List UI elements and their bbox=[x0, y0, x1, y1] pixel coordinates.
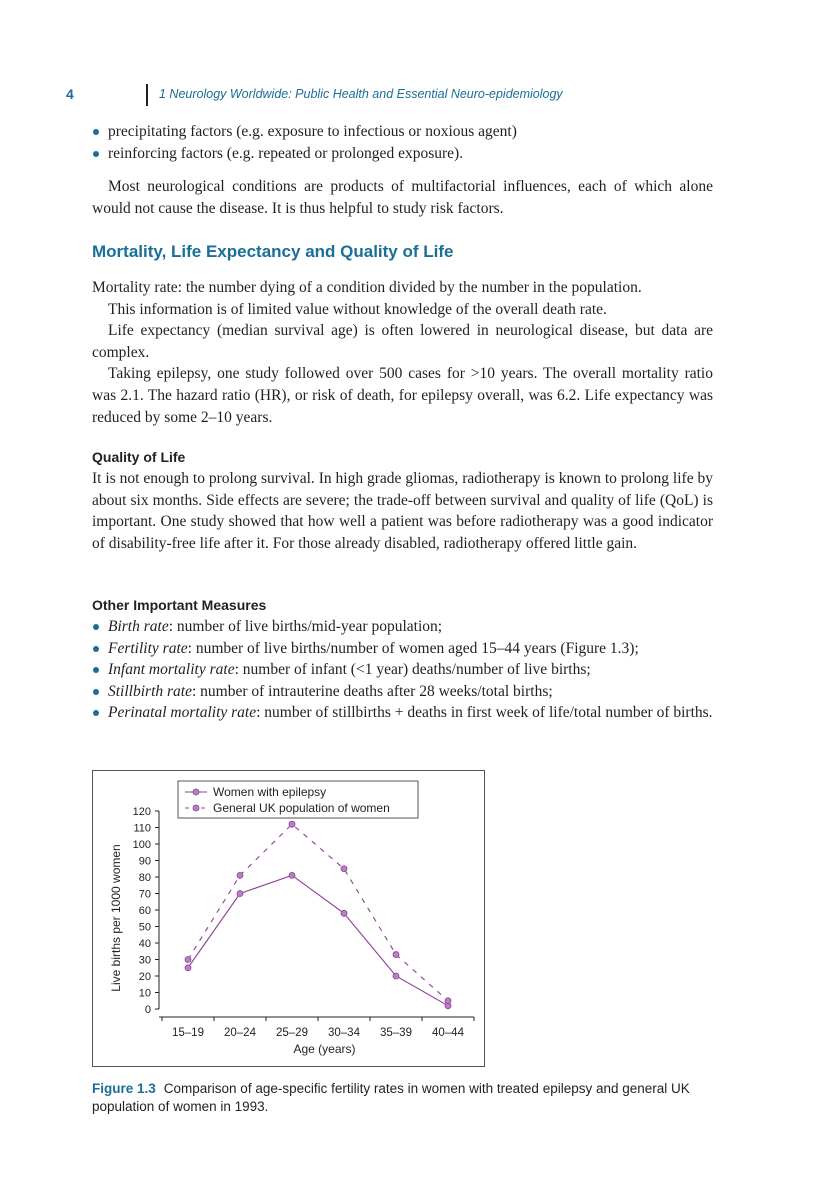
y-tick-label: 0 bbox=[144, 1004, 151, 1016]
legend-marker-1 bbox=[193, 789, 199, 795]
y-tick-label: 90 bbox=[138, 855, 151, 868]
data-point bbox=[289, 821, 295, 827]
y-tick-label: 20 bbox=[138, 971, 151, 983]
fertility-rate-chart bbox=[93, 771, 484, 1066]
intro-paragraph: Most neurological conditions are products of multifactorial influences, each of which alone would not cause the disease. It is thus helpful to study risk factors. bbox=[92, 178, 713, 217]
data-point bbox=[289, 872, 295, 878]
x-tick-label: 35–39 bbox=[380, 1027, 412, 1039]
legend-label-2: General UK population of women bbox=[213, 801, 390, 815]
mortality-section-body bbox=[92, 277, 713, 428]
y-tick-label: 70 bbox=[138, 888, 151, 901]
figure-frame bbox=[92, 770, 485, 1067]
legend-marker-2 bbox=[193, 805, 199, 811]
x-tick-label: 20–24 bbox=[224, 1027, 256, 1039]
y-tick-label: 40 bbox=[138, 938, 151, 950]
bullet-icon bbox=[93, 129, 99, 135]
y-tick-label: 120 bbox=[132, 806, 151, 818]
section-heading: Mortality, Life Expectancy and Quality of Life bbox=[92, 242, 454, 261]
figure-caption-text: Comparison of age-specific fertility rates in women with treated epilepsy and general UK population of women in 1993. bbox=[92, 1081, 690, 1114]
bullet-icon bbox=[93, 689, 99, 695]
mortality-paragraph-4: Taking epilepsy, one study followed over 500 cases for >10 years. The overall mortality ratio was 2.1. The hazard ratio (HR), or risk of death, for epilepsy overall, was 6.2. Life expectancy was reduced by some 2–10 years. bbox=[92, 365, 713, 426]
figure-caption-label: Figure 1.3 bbox=[92, 1081, 156, 1096]
x-tick-label: 40–44 bbox=[432, 1027, 464, 1039]
data-point bbox=[341, 866, 347, 872]
list-item: Stillbirth rate: number of intrauterine deaths after 28 weeks/total births; bbox=[92, 681, 713, 703]
running-head bbox=[66, 84, 766, 106]
data-point bbox=[237, 872, 243, 878]
mortality-paragraph-2: This information is of limited value without knowledge of the overall death rate. bbox=[108, 300, 607, 318]
bullet-icon bbox=[93, 646, 99, 652]
x-tick-label: 25–29 bbox=[276, 1027, 308, 1039]
y-tick-label: 50 bbox=[138, 921, 151, 934]
x-axis-label: Age (years) bbox=[293, 1042, 356, 1056]
running-head-title: 1 Neurology Worldwide: Public Health and Essential Neuro-epidemiology bbox=[159, 87, 563, 101]
bullet-icon bbox=[93, 710, 99, 716]
y-tick-label: 80 bbox=[138, 872, 151, 884]
x-tick-label: 15–19 bbox=[172, 1027, 204, 1039]
running-head-rule bbox=[146, 84, 148, 106]
quality-of-life-paragraph: It is not enough to prolong survival. In high grade gliomas, radiotherapy is known to prolong life by about six months. Side effects are severe; the trade-off between survival and quality of life (QoL) is important. One study showed that how well a patient was before radiotherapy was a good indicator of disability-free life after it. For those already disabled, radiotherapy offered little gain. bbox=[92, 470, 713, 552]
data-point bbox=[341, 910, 347, 916]
data-point bbox=[185, 957, 191, 963]
mortality-paragraph-1: Mortality rate: the number dying of a condition divided by the number in the population. bbox=[92, 279, 642, 296]
page-number: 4 bbox=[66, 86, 74, 102]
data-point bbox=[185, 965, 191, 971]
other-measures-list bbox=[92, 616, 713, 724]
y-tick-label: 60 bbox=[138, 905, 151, 917]
quality-of-life-heading: Quality of Life bbox=[92, 449, 186, 465]
series-line-1 bbox=[188, 875, 448, 1005]
data-point bbox=[393, 973, 399, 979]
top-bullet-list bbox=[92, 121, 713, 164]
data-point bbox=[445, 998, 451, 1004]
figure-caption bbox=[92, 1080, 732, 1116]
list-item: reinforcing factors (e.g. repeated or prolonged exposure). bbox=[92, 143, 713, 165]
y-axis-label: Live births per 1000 women bbox=[109, 844, 123, 992]
bullet-icon bbox=[93, 667, 99, 673]
y-tick-label: 10 bbox=[138, 987, 151, 1000]
x-tick-label: 30–34 bbox=[328, 1027, 360, 1039]
y-tick-label: 100 bbox=[132, 839, 151, 851]
list-item: Infant mortality rate: number of infant (<1 year) deaths/number of live births; bbox=[92, 659, 713, 681]
other-measures-heading: Other Important Measures bbox=[92, 597, 267, 613]
mortality-paragraph-3: Life expectancy (median survival age) is often lowered in neurological disease, but data are complex. bbox=[92, 322, 713, 361]
list-item: Birth rate: number of live births/mid-year population; bbox=[92, 616, 713, 638]
list-item: Fertility rate: number of live births/number of women aged 15–44 years (Figure 1.3); bbox=[92, 638, 713, 660]
y-tick-label: 30 bbox=[138, 954, 151, 967]
bullet-icon bbox=[93, 151, 99, 157]
bullet-icon bbox=[93, 624, 99, 630]
list-item: precipitating factors (e.g. exposure to infectious or noxious agent) bbox=[92, 121, 713, 143]
data-point bbox=[393, 952, 399, 958]
y-tick-label: 110 bbox=[133, 822, 151, 835]
data-point bbox=[237, 891, 243, 897]
legend-label-1: Women with epilepsy bbox=[213, 785, 327, 799]
list-item: Perinatal mortality rate: number of stillbirths + deaths in first week of life/total number of births. bbox=[92, 702, 713, 724]
